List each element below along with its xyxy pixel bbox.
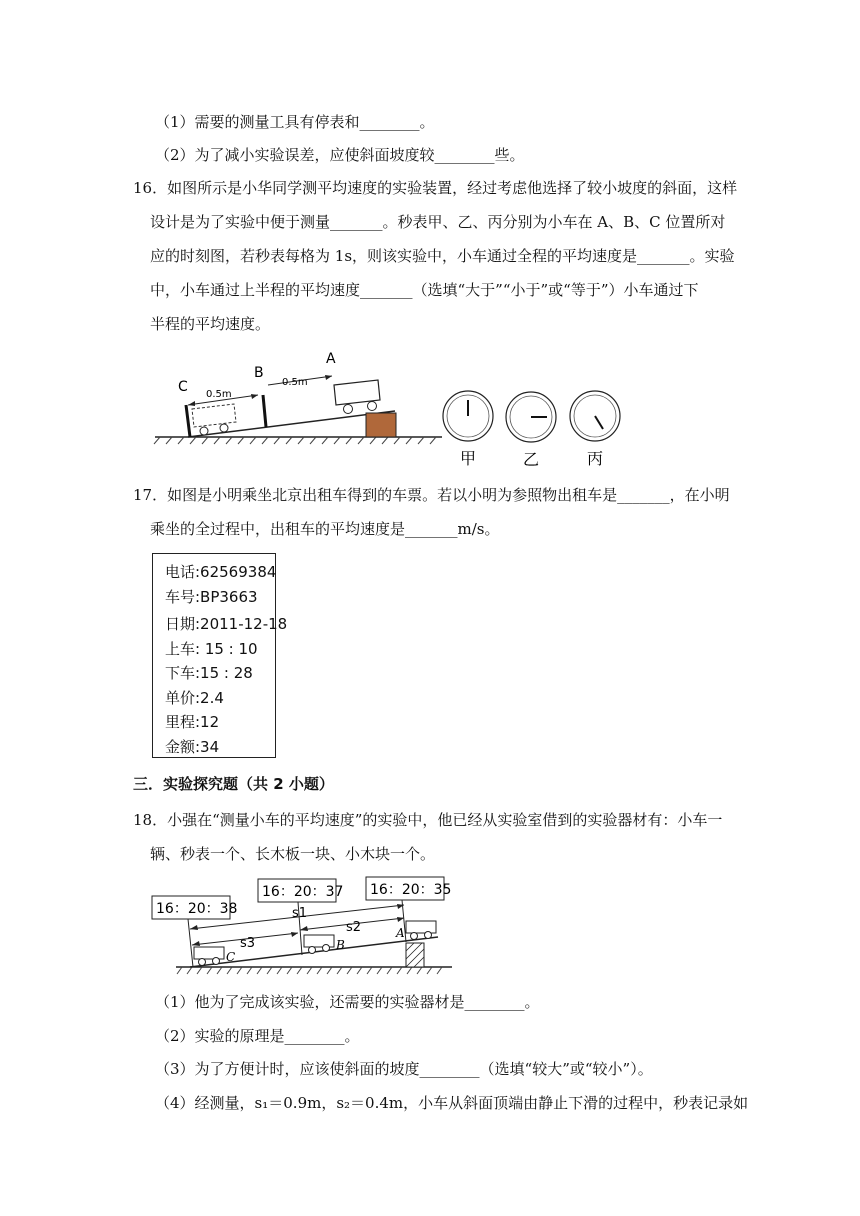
q16-incline-figure <box>150 345 450 450</box>
q16-line-4: 中，小车通过上半程的平均速度_______（选填“大于”“小于”或“等于”）小车通过下 <box>150 281 699 299</box>
q18-sub2: （2）实验的原理是________。 <box>155 1027 360 1045</box>
label-C: C <box>178 379 188 395</box>
section-3-title: 三．实验探究题（共 2 小题） <box>133 775 334 793</box>
label-s1: s1 <box>292 906 308 921</box>
time-C: 16：20：38 <box>156 901 238 917</box>
clock-label-jia: 甲 <box>460 449 477 468</box>
clock-label-yi: 乙 <box>523 450 540 468</box>
label-B: B <box>336 938 345 952</box>
receipt-distance: 里程:12 <box>165 713 220 731</box>
receipt-date: 日期:2011-12-18 <box>165 615 288 633</box>
label-C: C <box>226 950 236 964</box>
q18-sub1: （1）他为了完成该实验，还需要的实验器材是________。 <box>155 993 540 1011</box>
q18-line-1: 18．小强在“测量小车的平均速度”的实验中，他已经从实验室借到的实验器材有：小车一 <box>133 811 723 829</box>
receipt-phone: 电话:62569384 <box>165 563 277 581</box>
q16-line-3: 应的时刻图，若秒表每格为 1s，则该实验中，小车通过全程的平均速度是_______。实验 <box>150 247 735 265</box>
receipt-unit-price: 单价:2.4 <box>165 688 224 707</box>
receipt-boarding: 上车: 15 : 10 <box>165 639 258 658</box>
q16-line-5: 半程的平均速度。 <box>150 315 271 333</box>
label-A: A <box>396 926 405 940</box>
stopwatch-yi <box>506 392 556 442</box>
q18-sub3: （3）为了方便计时，应该使斜面的坡度________（选填“较大”或“较小”）。 <box>155 1060 653 1078</box>
label-s2: s2 <box>346 920 362 935</box>
stopwatch-jia <box>443 391 493 441</box>
time-B: 16：20：37 <box>262 884 344 900</box>
receipt-plate: 车号:BP3663 <box>165 587 258 606</box>
q16-stopwatches <box>440 388 635 468</box>
q18-line-2: 辆、秒表一个、长木板一块、小木块一个。 <box>150 845 436 863</box>
taxi-receipt <box>152 553 288 758</box>
stopwatch-bing <box>570 391 620 441</box>
label-s3: s3 <box>240 936 256 951</box>
q17-line-2: 乘坐的全过程中，出租车的平均速度是_______m/s。 <box>150 520 500 538</box>
clock-label-bing: 丙 <box>587 449 604 468</box>
q17-line-1: 17．如图是小明乘坐北京出租车得到的车票。若以小明为参照物出租车是_______，在小明 <box>133 486 730 504</box>
dist-CB: 0.5m <box>206 389 232 400</box>
label-B: B <box>254 365 264 381</box>
q18-incline-figure <box>150 875 460 980</box>
q15-sub2: （2）为了减小实验误差，应使斜面坡度较________些。 <box>155 146 525 164</box>
label-A: A <box>326 351 336 367</box>
q18-sub4: （4）经测量，s₁＝0.9m，s₂＝0.4m，小车从斜面顶端由静止下滑的过程中，秒表记录如 <box>155 1094 749 1112</box>
q15-sub1: （1）需要的测量工具有停表和________。 <box>155 113 435 131</box>
q16-line-2: 设计是为了实验中便于测量_______。秒表甲、乙、丙分别为小车在 A、B、C 位置所对 <box>150 213 726 231</box>
receipt-alighting: 下车:15 : 28 <box>165 664 253 682</box>
dist-BA: 0.5m <box>282 377 308 388</box>
time-A: 16：20：35 <box>370 882 452 898</box>
q16-line-1: 16．如图所示是小华同学测平均速度的实验装置，经过考虑他选择了较小坡度的斜面，这样 <box>133 179 738 197</box>
receipt-amount: 金额:34 <box>165 737 220 756</box>
